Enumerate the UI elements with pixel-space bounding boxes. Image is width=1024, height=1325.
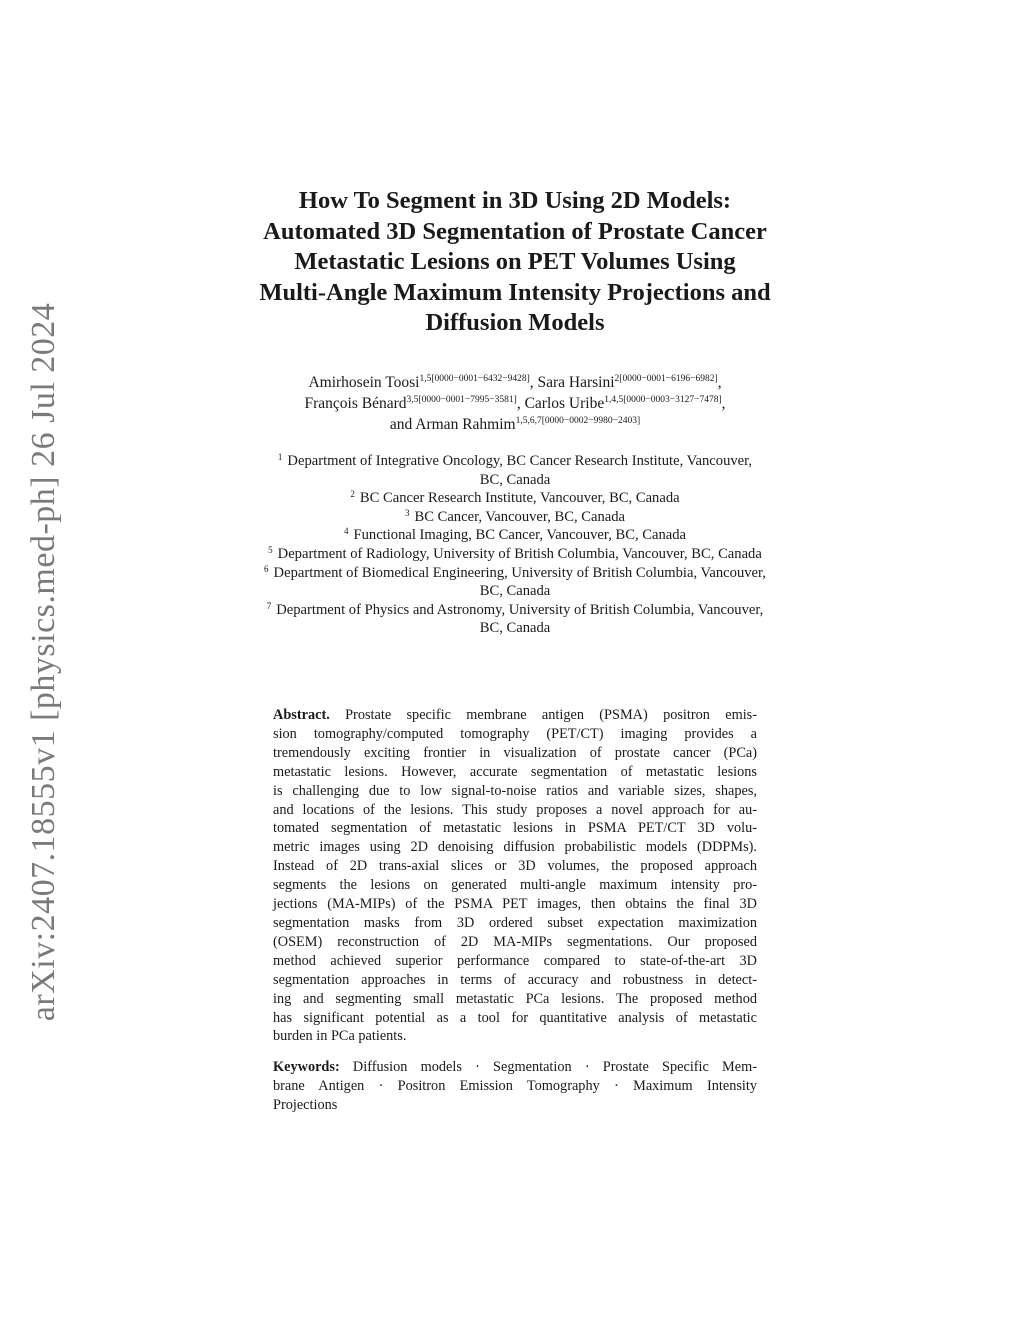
affiliation-number: 4 — [343, 526, 349, 537]
affiliation-number: 5 — [268, 544, 273, 555]
affiliation-number: 2 — [350, 489, 355, 500]
author-name: Sara Harsini — [537, 374, 615, 391]
arxiv-identifier: arXiv:2407.18555v1 [physics.med-ph] 26 Jul 2024 — [25, 302, 62, 1022]
author-list — [150, 372, 880, 435]
abstract-text: Prostate specific membrane antigen (PSMA) positron emis- — [345, 707, 758, 723]
affiliation-text: Department of Biomedical Engineering, University of British Columbia, Vancouver, — [273, 564, 766, 581]
abstract — [273, 706, 757, 1046]
affiliation-text: Functional Imaging, BC Cancer, Vancouver, BC, Canada — [353, 527, 687, 544]
affiliation-text: BC Cancer, Vancouver, BC, Canada — [414, 508, 626, 525]
author-affiliation-orcid: 1,4,5[0000−0003−3127−7478] — [604, 395, 722, 405]
author-affiliation-orcid: 1,5,6,7[0000−0002−9980−2403] — [515, 416, 641, 426]
keywords-text: brane Antigen · Positron Emission Tomography · Maximum Intensity — [273, 1077, 757, 1094]
author-separator: , — [529, 374, 538, 391]
affiliation-text: Department of Physics and Astronomy, University of British Columbia, Vancouver, — [276, 601, 764, 618]
abstract-text: segments the lesions on generated multi-angle maximum intensity pro- — [273, 877, 757, 894]
keywords-label: Keywords: — [273, 1059, 340, 1075]
affiliation-item — [150, 452, 880, 489]
abstract-text: tomated segmentation of metastatic lesions in PSMA PET/CT 3D volu- — [273, 820, 757, 837]
affiliation-text: BC Cancer Research Institute, Vancouver, BC, Canada — [359, 490, 680, 507]
author-line — [150, 414, 880, 435]
abstract-text: method achieved superior performance compared to state-of-the-art 3D — [273, 952, 757, 969]
affiliation-text: BC, Canada — [479, 471, 551, 488]
paper-title — [150, 186, 880, 339]
abstract-text: has significant potential as a tool for quantitative analysis of metastatic — [273, 1009, 757, 1026]
abstract-text: Instead of 2D trans-axial slices or 3D volumes, the proposed approach — [273, 858, 757, 875]
author-name: Amirhosein Toosi — [308, 374, 420, 391]
affiliation-text: Department of Integrative Oncology, BC Cancer Research Institute, Vancouver, — [287, 453, 753, 469]
abstract-text: (OSEM) reconstruction of 2D MA-MIPs segmentations. Our proposed — [273, 933, 757, 950]
abstract-text: is challenging due to low signal-to-noise ratios and variable sizes, shapes, — [273, 782, 757, 799]
affiliation-number: 1 — [277, 452, 283, 462]
author-name: François Bénard — [304, 395, 407, 412]
author-separator: , — [717, 374, 722, 391]
affiliation-item — [150, 545, 880, 564]
affiliation-item — [150, 526, 880, 545]
affiliation-item — [150, 489, 880, 508]
affiliation-item — [150, 601, 880, 638]
affiliation-number: 6 — [264, 563, 269, 574]
affiliation-item — [150, 508, 880, 527]
abstract-text: jections (MA-MIPs) of the PSMA PET images, then obtains the final 3D — [273, 896, 757, 913]
keywords-text: Diffusion models · Segmentation · Prostate Specific Mem- — [352, 1059, 758, 1075]
author-line — [150, 372, 880, 393]
author-separator: , — [516, 395, 525, 412]
author-separator: , — [721, 395, 726, 412]
author-affiliation-orcid: 1,5[0000−0001−6432−9428] — [419, 374, 530, 384]
abstract-text: and locations of the lesions. This study proposes a novel approach for au- — [273, 801, 757, 818]
author-name: and Arman Rahmim — [389, 416, 516, 433]
affiliation-item — [150, 564, 880, 601]
title-line: How To Segment in 3D Using 2D Models: — [298, 187, 732, 214]
affiliation-number: 3 — [404, 507, 410, 518]
abstract-text: segmentation approaches in terms of accuracy and robustness in detect- — [273, 971, 757, 988]
title-line: Diffusion Models — [425, 309, 605, 336]
affiliation-number: 7 — [266, 600, 272, 611]
affiliation-text: BC, Canada — [479, 583, 551, 600]
author-line — [150, 393, 880, 414]
author-affiliation-orcid: 2[0000−0001−6196−6982] — [614, 374, 718, 384]
abstract-text: segmentation masks from 3D ordered subset expectation maximization — [273, 914, 757, 931]
abstract-text: burden in PCa patients. — [273, 1028, 407, 1045]
abstract-label: Abstract. — [273, 707, 330, 723]
abstract-text: tremendously exciting frontier in visualization of prostate cancer (PCa) — [273, 744, 757, 761]
abstract-text: metastatic lesions. However, accurate segmentation of metastatic lesions — [273, 763, 757, 780]
affiliation-text: Department of Radiology, University of British Columbia, Vancouver, BC, Canada — [277, 545, 762, 562]
author-affiliation-orcid: 3,5[0000−0001−7995−3581] — [406, 395, 517, 405]
abstract-text: sion tomography/computed tomography (PET/CT) imaging provides a — [273, 725, 757, 742]
affiliation-list — [150, 452, 880, 638]
keywords — [273, 1058, 757, 1115]
abstract-text: metric images using 2D denoising diffusion probabilistic models (DDPMs). — [273, 839, 757, 856]
title-line: Automated 3D Segmentation of Prostate Cancer — [263, 217, 767, 245]
keywords-text: Projections — [273, 1096, 338, 1113]
author-name: Carlos Uribe — [524, 395, 605, 412]
affiliation-text: BC, Canada — [479, 620, 551, 637]
abstract-text: ing and segmenting small metastatic PCa lesions. The proposed method — [273, 990, 757, 1007]
title-line: Metastatic Lesions on PET Volumes Using — [294, 248, 736, 275]
title-line: Multi-Angle Maximum Intensity Projections and — [259, 278, 771, 306]
